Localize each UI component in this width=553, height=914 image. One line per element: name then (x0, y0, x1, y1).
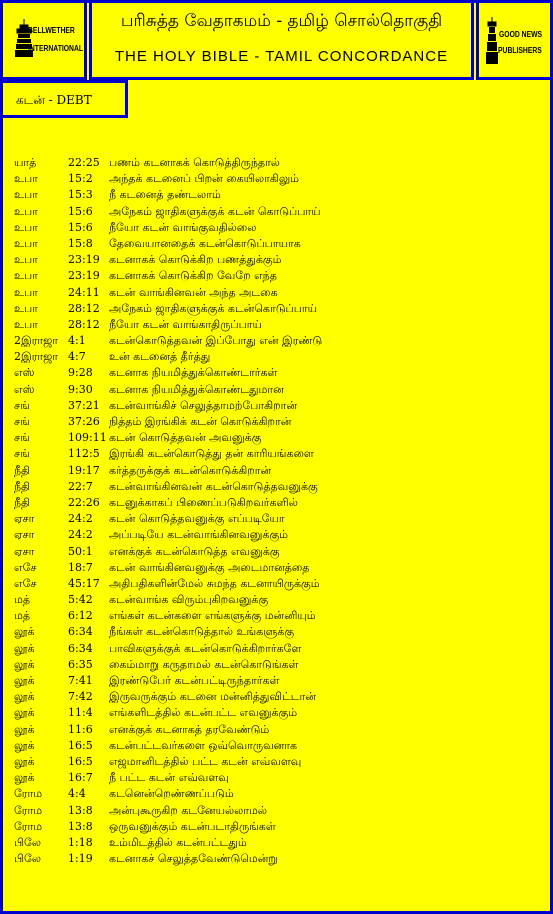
verse-text: கடன்கொடுத்தவன் இப்போது என் இரண்டு (109, 334, 323, 348)
list-item (14, 446, 544, 462)
list-item (14, 527, 544, 543)
list-item (14, 608, 544, 624)
book-abbrev: பிலே (14, 852, 41, 866)
book-abbrev: உபா (14, 172, 38, 186)
book-abbrev: ஏசா (14, 528, 35, 542)
verse-text: அநேகம் ஜாதிகளுக்குக் கடன்கொடுப்பாய் (109, 301, 318, 315)
verse-ref: 112:5 (68, 447, 100, 461)
book-abbrev: லூக் (14, 625, 35, 639)
verse-ref: 18:7 (68, 560, 93, 574)
verse-text: நீயோ கடன் வாங்காதிருப்பாய் (109, 317, 262, 331)
list-item (14, 220, 544, 236)
list-item (14, 770, 544, 786)
good-news-logo-line-2: PUBLISHERS (498, 46, 542, 55)
book-abbrev: உபா (14, 317, 38, 331)
verse-ref: 15:6 (68, 220, 93, 234)
list-item (14, 268, 544, 284)
verse-ref: 23:19 (68, 253, 100, 267)
list-item (14, 349, 544, 365)
verse-ref: 1:18 (68, 835, 93, 849)
verse-ref: 23:19 (68, 269, 100, 283)
book-abbrev: நீதி (14, 479, 31, 493)
verse-ref: 9:28 (68, 366, 93, 380)
verse-text: கடனாகக் கொடுக்கிற வேறே எந்த (109, 269, 277, 283)
list-item (14, 236, 544, 252)
verse-ref: 109:11 (68, 431, 107, 445)
book-abbrev: எஸ் (14, 382, 35, 396)
verse-text: கடன் கொடுத்தவனுக்கு எப்படியோ (109, 512, 285, 526)
verse-text: அதிபதிகளின்மேல் சுமந்த கடனாயிருக்கும் (109, 576, 320, 590)
verse-text: அந்தக் கடனைப் பிறன் கையிலாகிலும் (109, 172, 300, 186)
verse-ref: 4:1 (68, 334, 86, 348)
list-item (14, 722, 544, 738)
list-item (14, 803, 544, 819)
list-item (14, 657, 544, 673)
list-item (14, 317, 544, 333)
verse-ref: 6:35 (68, 657, 93, 671)
verse-text: அப்படியே கடன்வாங்கினவனுக்கும் (109, 528, 289, 542)
list-item (14, 835, 544, 851)
topic-box (0, 80, 128, 118)
list-item (14, 398, 544, 414)
verse-text: தேவையானதைக் கடன்கொடுப்பாயாக (109, 236, 301, 250)
verse-ref: 6:34 (68, 641, 93, 655)
book-abbrev: லூக் (14, 641, 35, 655)
verse-text: நீ பட்ட கடன் எவ்வளவு (109, 771, 229, 785)
topic-heading: கடன் - DEBT (16, 93, 92, 107)
bellwether-logo-line-2: INTERNATIONAL (28, 44, 84, 53)
verse-ref: 6:34 (68, 625, 93, 639)
verse-ref: 19:17 (68, 463, 100, 477)
verse-text: இரங்கி கடன்கொடுத்து தன் காரியங்களை (109, 447, 314, 461)
book-abbrev: நீதி (14, 495, 31, 509)
list-item (14, 624, 544, 640)
good-news-logo-line-1: GOOD NEWS (499, 30, 543, 39)
verse-ref: 28:12 (68, 301, 100, 315)
tower-icon (485, 17, 499, 65)
book-abbrev: உபா (14, 253, 38, 267)
book-abbrev: உபா (14, 285, 38, 299)
book-abbrev: சங் (14, 415, 30, 428)
verse-ref: 16:7 (68, 771, 93, 785)
list-item (14, 495, 544, 511)
list-item (14, 479, 544, 495)
verse-ref: 16:5 (68, 738, 93, 752)
verse-text: கடன்வாங்க விரும்புகிறவனுக்கு (109, 593, 269, 607)
verse-text: எங்களிடத்தில் கடன்பட்ட எவனுக்கும் (109, 706, 298, 720)
verse-ref: 15:8 (68, 236, 93, 250)
book-abbrev: யாத் (14, 156, 37, 169)
list-item (14, 754, 544, 770)
bellwether-logo (0, 0, 87, 80)
verse-ref: 50:1 (68, 544, 93, 558)
book-abbrev: பிலே (14, 835, 41, 849)
book-abbrev: லூக் (14, 706, 35, 720)
list-item (14, 738, 544, 754)
verse-text: பணம் கடனாகக் கொடுத்திருந்தால் (109, 156, 280, 169)
verse-text: அநேகம் ஜாதிகளுக்குக் கடன் கொடுப்பாய் (109, 204, 321, 218)
verse-ref: 11:4 (68, 706, 93, 720)
book-abbrev: நீதி (14, 463, 31, 477)
verse-ref: 16:5 (68, 754, 93, 768)
list-item (14, 365, 544, 381)
title-box (89, 0, 474, 80)
book-abbrev: லூக் (14, 690, 35, 704)
verse-ref: 9:30 (68, 382, 93, 396)
verse-text: கடனுக்காகப் பிணைப்படுகிறவர்களில் (109, 495, 298, 509)
verse-ref: 15:2 (68, 172, 93, 186)
verse-ref: 4:7 (68, 350, 86, 364)
verse-text: எங்கள் கடன்களை எங்களுக்கு மன்னியும் (109, 609, 316, 623)
verse-text: எனக்குக் கடனாகத் தரவேண்டும் (109, 722, 270, 736)
book-abbrev: உபா (14, 236, 38, 250)
verse-ref: 4:4 (68, 787, 86, 801)
verse-text: கடன்வாங்கிச் செலுத்தாமற்போகிறான் (109, 398, 298, 412)
verse-text: ஒருவனுக்கும் கடன்படாதிருங்கள் (109, 819, 276, 833)
good-news-logo (476, 0, 553, 80)
list-item (14, 673, 544, 689)
book-abbrev: எஸ் (14, 366, 35, 380)
list-item (14, 576, 544, 592)
verse-ref: 37:21 (68, 398, 100, 412)
book-abbrev: லூக் (14, 754, 35, 768)
list-item (14, 301, 544, 317)
list-item (14, 414, 544, 430)
list-item (14, 187, 544, 203)
verse-ref: 7:41 (68, 674, 93, 687)
verse-text: நித்தம் இரங்கிக் கடன் கொடுக்கிறான் (109, 415, 292, 428)
verse-ref: 5:42 (68, 593, 93, 607)
verse-text: பாவிகளுக்குக் கடன்கொடுக்கிறார்களே (109, 641, 302, 655)
bell-icon (14, 19, 34, 59)
verse-ref: 6:12 (68, 609, 93, 623)
book-abbrev: ரோம (14, 819, 43, 833)
book-abbrev: உபா (14, 269, 38, 283)
title-english: THE HOLY BIBLE - TAMIL CONCORDANCE (114, 48, 449, 65)
list-item (14, 430, 544, 446)
list-item (14, 560, 544, 576)
book-abbrev: லூக் (14, 738, 35, 752)
verse-ref: 11:6 (68, 722, 93, 736)
verse-text: எஜமானிடத்தில் பட்ட கடன் எவ்வளவு (109, 754, 302, 768)
book-abbrev: சங் (14, 431, 30, 445)
bellwether-logo-line-1: BELLWETHER (28, 26, 75, 35)
list-item (14, 382, 544, 398)
book-abbrev: உபா (14, 204, 38, 218)
book-abbrev: மத் (14, 593, 31, 607)
verse-text: நீங்கள் கடன்கொடுத்தால் உங்களுக்கு (109, 625, 295, 639)
list-item (14, 463, 544, 479)
verse-ref: 1:19 (68, 852, 93, 866)
verse-text: கடனாகக் கொடுக்கிற பணத்துக்கும் (109, 253, 282, 267)
verse-ref: 13:8 (68, 819, 93, 833)
book-abbrev: ஏசா (14, 544, 35, 558)
list-item (14, 252, 544, 268)
verse-text: நீ கடனைத் தண்டலாம் (109, 188, 221, 202)
verse-text: கர்த்தருக்குக் கடன்கொடுக்கிறான் (109, 463, 272, 477)
verse-text: நீயோ கடன் வாங்குவதில்லை (109, 220, 257, 234)
verse-text: கடன் வாங்கினவன் அந்த அடகை (109, 285, 278, 299)
verse-ref: 15:3 (68, 188, 93, 202)
book-abbrev: சங் (14, 398, 30, 412)
list-item (14, 155, 544, 171)
verse-text: கடன்பட்டவர்களை ஒவ்வொருவனாக (109, 738, 298, 752)
verse-ref: 7:42 (68, 690, 93, 704)
book-abbrev: லூக் (14, 722, 35, 736)
verse-ref: 24:2 (68, 512, 93, 526)
verse-text: இரண்டுபேர் கடன்பட்டிருந்தார்கள் (109, 674, 280, 687)
list-item (14, 204, 544, 220)
verse-ref: 28:12 (68, 317, 100, 331)
verse-ref: 22:7 (68, 479, 93, 493)
list-item (14, 171, 544, 187)
list-item (14, 544, 544, 560)
title-tamil: பரிசுத்த வேதாகமம் - தமிழ் சொல்தொகுதி (120, 11, 443, 31)
book-abbrev: எசே (14, 576, 37, 590)
list-item (14, 641, 544, 657)
verse-text: கைம்மாறு கருதாமல் கடன்கொடுங்கள் (109, 657, 299, 671)
verse-ref: 22:26 (68, 495, 100, 509)
verse-ref: 13:8 (68, 803, 93, 817)
verse-ref: 24:2 (68, 528, 93, 542)
list-item (14, 592, 544, 608)
list-item (14, 819, 544, 835)
verse-ref: 37:26 (68, 415, 100, 428)
verse-ref: 45:17 (68, 576, 100, 590)
verse-text: கடனாக நியமித்துக்கொண்டார்கள் (109, 366, 278, 380)
verse-text: கடன் வாங்கினவனுக்கு அடைமானத்தை (109, 560, 310, 574)
verse-ref: 22:25 (68, 156, 100, 169)
list-item (14, 851, 544, 867)
concordance-list (14, 155, 544, 867)
verse-text: கடன் கொடுத்தவன் அவனுக்கு (109, 431, 262, 445)
book-abbrev: மத் (14, 609, 31, 623)
book-abbrev: 2இராஜா (14, 350, 59, 364)
book-abbrev: சங் (14, 447, 30, 461)
book-abbrev: லூக் (14, 674, 35, 687)
verse-text: கடனென்றெண்ணப்படும் (109, 787, 234, 801)
book-abbrev: 2இராஜா (14, 334, 59, 348)
list-item (14, 705, 544, 721)
verse-text: இருவருக்கும் கடனை மன்னித்துவிட்டான் (109, 690, 316, 704)
verse-ref: 15:6 (68, 204, 93, 218)
verse-text: கடன்வாங்கினவன் கடன்கொடுத்தவனுக்கு (109, 479, 318, 493)
verse-ref: 24:11 (68, 285, 100, 299)
book-abbrev: ஏசா (14, 512, 35, 526)
verse-text: உம்மிடத்தில் கடன்பட்டதும் (109, 835, 247, 849)
verse-text: எனக்குக் கடன்கொடுத்த எவனுக்கு (109, 544, 280, 558)
verse-text: அன்புகூருகிற கடனேயல்லாமல் (109, 803, 267, 817)
list-item (14, 511, 544, 527)
book-abbrev: ரோம (14, 787, 43, 801)
list-item (14, 689, 544, 705)
book-abbrev: லூக் (14, 771, 35, 785)
book-abbrev: உபா (14, 188, 38, 202)
verse-text: கடனாகச் செலுத்தவேண்டுமென்று (109, 852, 278, 866)
book-abbrev: ரோம (14, 803, 43, 817)
list-item (14, 285, 544, 301)
list-item (14, 786, 544, 802)
verse-text: உன் கடனைத் தீர்த்து (109, 350, 211, 364)
list-item (14, 333, 544, 349)
book-abbrev: உபா (14, 301, 38, 315)
book-abbrev: எசே (14, 560, 37, 574)
book-abbrev: லூக் (14, 657, 35, 671)
book-abbrev: உபா (14, 220, 38, 234)
verse-text: கடனாக நியமித்துக்கொண்டதுமான (109, 382, 284, 396)
